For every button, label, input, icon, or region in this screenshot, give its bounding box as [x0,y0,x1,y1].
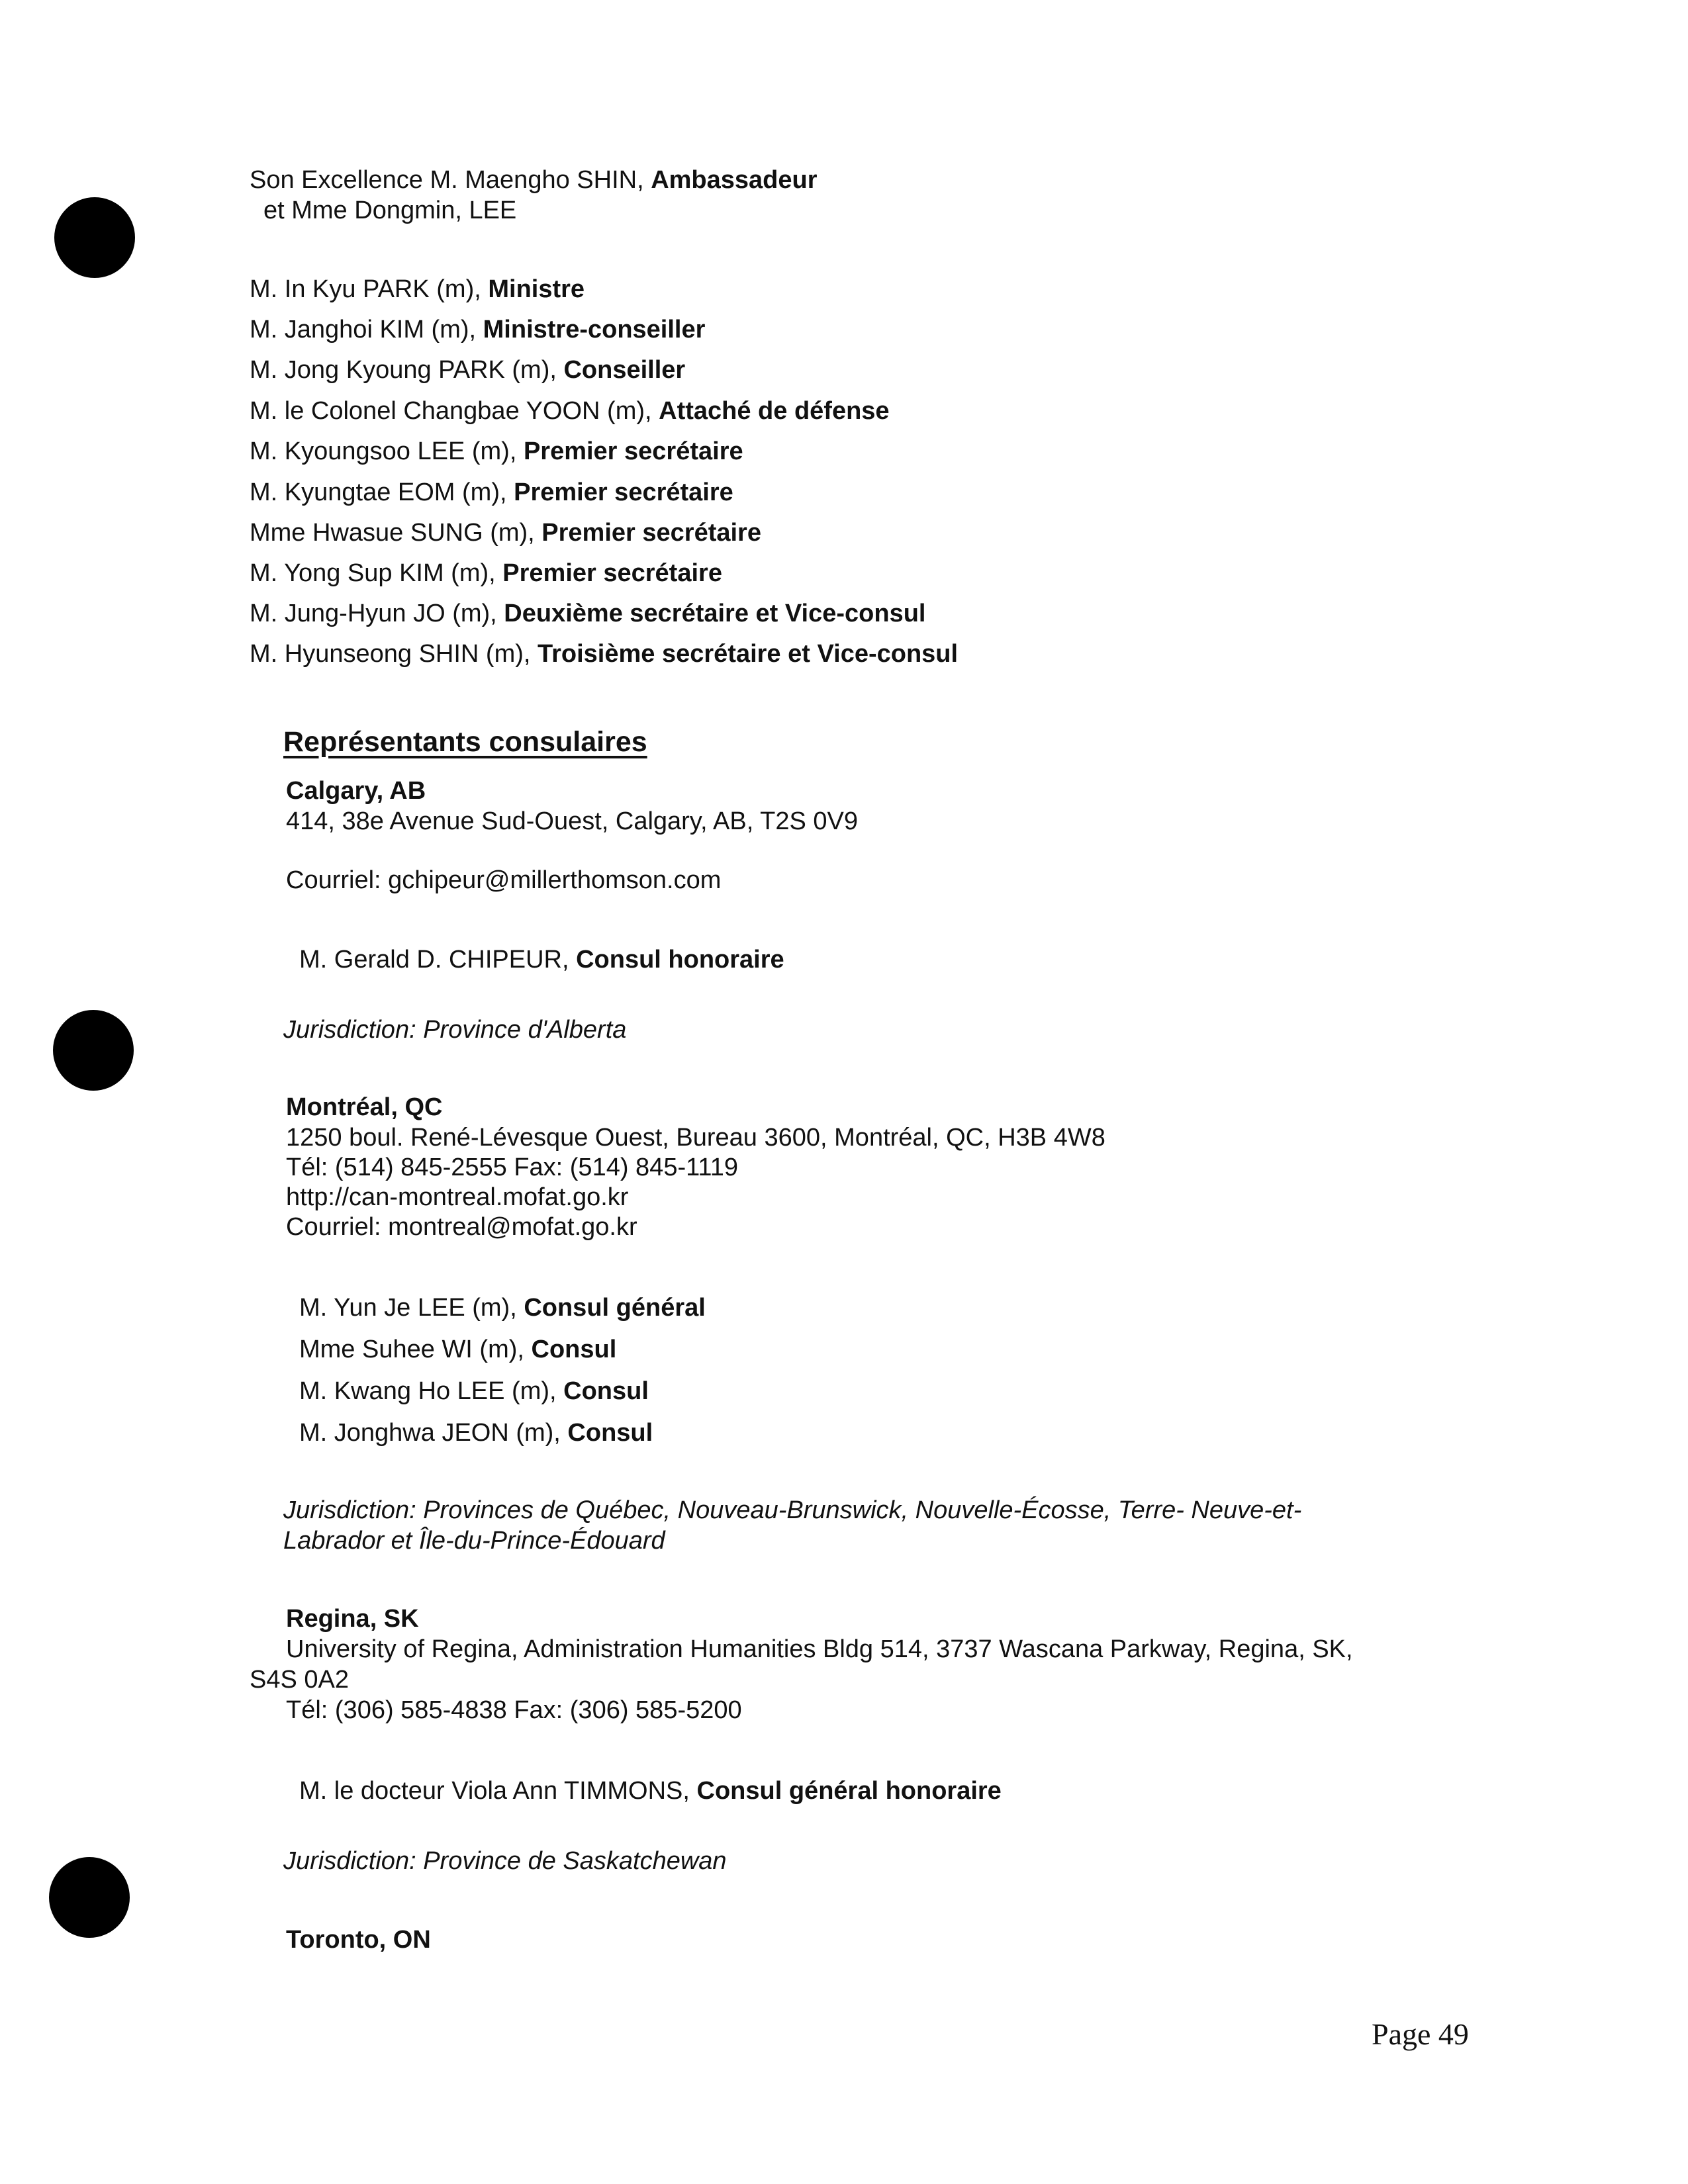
calgary-email: Courriel: gchipeur@millerthomson.com [286,866,722,894]
regina-phone: Tél: (306) 585-4838 Fax: (306) 585-5200 [286,1696,742,1724]
regina-address: University of Regina, Administration Humanities Bldg 514, 3737 Wascana Parkway, Regina, SK, [286,1635,1353,1663]
staff-entry: M. Kyungtae EOM (m), Premier secrétaire [250,478,733,506]
montreal-address: 1250 boul. René-Lévesque Ouest, Bureau 3600, Montréal, QC, H3B 4W8 [286,1124,1105,1152]
binder-hole-bottom [49,1857,130,1938]
binder-hole-middle [53,1010,134,1091]
montreal-website: http://can-montreal.mofat.go.kr [286,1183,629,1211]
regina-address-cont: S4S 0A2 [250,1666,349,1694]
ambassador-spouse: et Mme Dongmin, LEE [263,197,517,224]
calgary-jurisdiction: Jurisdiction: Province d'Alberta [283,1016,627,1044]
montreal-official: Mme Suhee WI (m), Consul [299,1336,617,1363]
staff-entry: M. Yong Sup KIM (m), Premier secrétaire [250,559,722,587]
section-title: Représentants consulaires [283,726,647,758]
montreal-jurisdiction: Jurisdiction: Provinces de Québec, Nouveau-Brunswick, Nouvelle-Écosse, Terre- Neuve-et- [283,1496,1302,1524]
staff-entry: M. Janghoi KIM (m), Ministre-conseiller [250,316,706,343]
montreal-official: M. Kwang Ho LEE (m), Consul [299,1377,649,1405]
staff-entry: M. Hyunseong SHIN (m), Troisième secrétaire et Vice-consul [250,640,959,668]
montreal-official: M. Yun Je LEE (m), Consul général [299,1294,706,1322]
regina-heading: Regina, SK [286,1605,419,1633]
calgary-official: M. Gerald D. CHIPEUR, Consul honoraire [299,946,784,974]
staff-entry: M. Jong Kyoung PARK (m), Conseiller [250,356,686,384]
staff-entry: M. In Kyu PARK (m), Ministre [250,275,585,303]
ambassador-name: Son Excellence M. Maengho SHIN, [250,166,651,194]
toronto-heading: Toronto, ON [286,1926,431,1954]
montreal-email: Courriel: montreal@mofat.go.kr [286,1213,637,1241]
page-number: Page 49 [1372,2017,1469,2051]
regina-official: M. le docteur Viola Ann TIMMONS, Consul général honoraire [299,1777,1002,1805]
montreal-official: M. Jonghwa JEON (m), Consul [299,1419,653,1447]
calgary-address: 414, 38e Avenue Sud-Ouest, Calgary, AB, T2S 0V9 [286,807,859,835]
binder-hole-top [54,197,135,278]
regina-jurisdiction: Jurisdiction: Province de Saskatchewan [283,1847,727,1875]
staff-entry: M. le Colonel Changbae YOON (m), Attaché de défense [250,397,890,425]
ambassador-title: Ambassadeur [651,166,818,194]
staff-entry: M. Kyoungsoo LEE (m), Premier secrétaire [250,437,743,465]
staff-entry: M. Jung-Hyun JO (m), Deuxième secrétaire et Vice-consul [250,600,926,627]
montreal-heading: Montréal, QC [286,1093,443,1121]
montreal-jurisdiction-cont: Labrador et Île-du-Prince-Édouard [283,1527,665,1555]
ambassador-line [250,165,818,195]
staff-entry: Mme Hwasue SUNG (m), Premier secrétaire [250,519,761,547]
calgary-heading: Calgary, AB [286,777,426,805]
montreal-phone: Tél: (514) 845-2555 Fax: (514) 845-1119 [286,1154,738,1181]
